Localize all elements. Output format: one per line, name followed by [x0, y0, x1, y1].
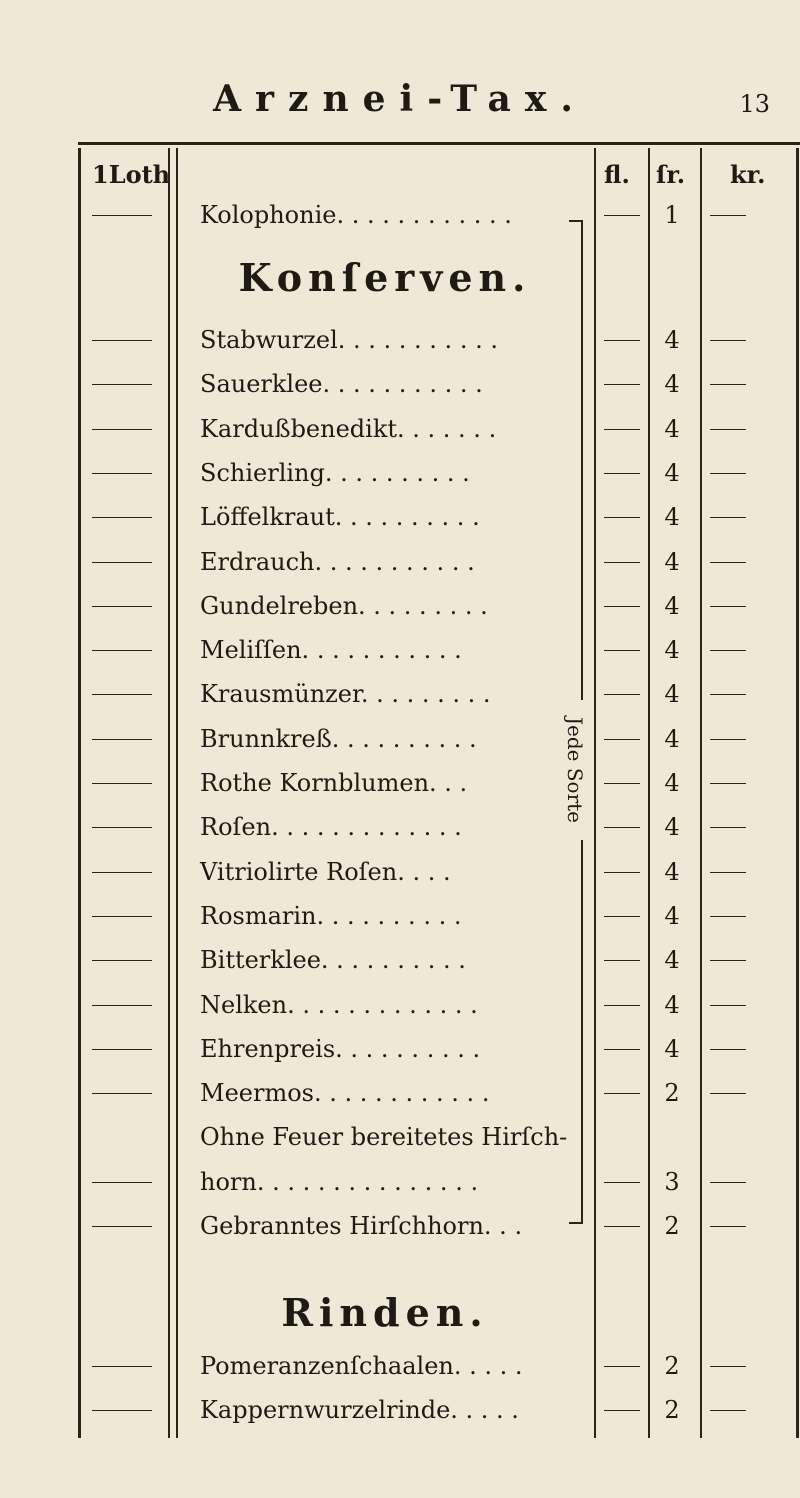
fl-dash	[604, 694, 640, 695]
kr-dash	[710, 517, 746, 518]
fl-dash	[604, 517, 640, 518]
sch-value: 4	[664, 857, 680, 886]
fl-dash	[604, 1182, 640, 1183]
weight-dash	[92, 1093, 152, 1094]
weight-dash	[92, 694, 152, 695]
fl-dash	[604, 739, 640, 740]
item-name: Schierling. . . . . . . . . .	[200, 458, 470, 487]
sch-value: 4	[664, 503, 680, 532]
table-row	[0, 852, 800, 892]
kr-dash	[710, 1182, 746, 1183]
item-name: Ehrenpreis. . . . . . . . . .	[200, 1034, 481, 1063]
kr-dash	[710, 384, 746, 385]
item-name: Erdrauch. . . . . . . . . . .	[200, 547, 475, 576]
fl-dash	[604, 783, 640, 784]
kr-dash	[710, 960, 746, 961]
table-row	[0, 940, 800, 980]
brace-label: Jede Sorte	[560, 700, 590, 840]
sch-value: 4	[664, 946, 680, 975]
sch-value: 2	[664, 1212, 680, 1240]
table-row	[0, 1073, 800, 1113]
item-name: Brunnkreß. . . . . . . . . .	[200, 724, 477, 753]
sch-value: 1	[664, 201, 680, 229]
sch-value: 4	[664, 414, 680, 443]
kr-dash	[710, 473, 746, 474]
table-row	[0, 453, 800, 493]
fl-dash	[604, 215, 640, 216]
sch-value: 2	[664, 1079, 680, 1108]
weight-dash	[92, 1182, 152, 1183]
weight-dash	[92, 872, 152, 873]
table-row	[0, 674, 800, 714]
item-name: Nelken. . . . . . . . . . . . .	[200, 990, 478, 1019]
kr-dash	[710, 739, 746, 740]
fl-dash	[604, 1093, 640, 1094]
table-row	[0, 1390, 800, 1430]
section-title-konserven: Konſerven.	[238, 255, 532, 300]
table-row	[0, 807, 800, 847]
fl-dash	[604, 340, 640, 341]
kr-dash	[710, 1410, 746, 1411]
weight-dash	[92, 1049, 152, 1050]
item-name: Gebranntes Hirſchhorn. . .	[200, 1212, 523, 1240]
sch-value: 4	[664, 1034, 680, 1063]
table-row	[0, 985, 800, 1025]
weight-dash	[92, 960, 152, 961]
table-row	[0, 1117, 800, 1157]
fl-dash	[604, 1366, 640, 1367]
fl-dash	[604, 1049, 640, 1050]
weight-dash	[92, 340, 152, 341]
weight-dash	[92, 429, 152, 430]
table-row	[0, 497, 800, 537]
item-name: Löffelkraut. . . . . . . . . .	[200, 503, 480, 532]
weight-dash	[92, 739, 152, 740]
item-name: Vitriolirte Roſen. . . .	[200, 857, 451, 886]
item-name: Meermos. . . . . . . . . . . .	[200, 1079, 490, 1108]
sch-value: 4	[664, 547, 680, 576]
fl-dash	[604, 960, 640, 961]
sch-value: 4	[664, 680, 680, 709]
item-name: Rothe Kornblumen. . .	[200, 769, 468, 797]
item-name: Bitterklee. . . . . . . . . .	[200, 946, 466, 975]
kr-dash	[710, 916, 746, 917]
table-row	[0, 320, 800, 360]
section-title-rinden: Rinden.	[281, 1290, 489, 1335]
weight-dash	[92, 215, 152, 216]
sch-value: 4	[664, 769, 680, 797]
sch-value: 4	[664, 326, 680, 354]
sch-value: 4	[664, 591, 680, 620]
weight-dash	[92, 473, 152, 474]
kr-dash	[710, 215, 746, 216]
weight-dash	[92, 517, 152, 518]
item-name: Ohne Feuer bereitetes Hirſch-	[200, 1123, 568, 1152]
sch-value: 4	[664, 901, 680, 930]
fl-dash	[604, 384, 640, 385]
fl-dash	[604, 429, 640, 430]
kr-dash	[710, 783, 746, 784]
table-row	[0, 1162, 800, 1202]
sch-value: 2	[664, 1396, 680, 1424]
kr-dash	[710, 1005, 746, 1006]
item-name: Kappernwurzelrinde. . . . .	[200, 1396, 519, 1424]
table-row	[0, 1206, 800, 1246]
kr-dash	[710, 1226, 746, 1227]
kr-dash	[710, 827, 746, 828]
table-row	[0, 763, 800, 803]
item-name: Krausmünzer. . . . . . . . .	[200, 680, 491, 709]
item-name: horn. . . . . . . . . . . . . . .	[200, 1167, 479, 1196]
page-number: 13	[739, 90, 770, 118]
table-row	[0, 542, 800, 582]
item-name: Rosmarin. . . . . . . . . .	[200, 901, 462, 930]
sch-value: 4	[664, 458, 680, 487]
table-row	[0, 364, 800, 404]
weight-dash	[92, 1366, 152, 1367]
weight-dash	[92, 1005, 152, 1006]
header-weight: 1Loth	[92, 160, 171, 189]
fl-dash	[604, 916, 640, 917]
weight-dash	[92, 916, 152, 917]
kr-dash	[710, 650, 746, 651]
sch-value: 3	[664, 1167, 680, 1196]
fl-dash	[604, 1005, 640, 1006]
header-fl: fl.	[604, 160, 630, 189]
header-kr: kr.	[730, 160, 766, 189]
weight-dash	[92, 650, 152, 651]
table-row	[0, 896, 800, 936]
weight-dash	[92, 827, 152, 828]
sch-value: 4	[664, 990, 680, 1019]
fl-dash	[604, 562, 640, 563]
fl-dash	[604, 1226, 640, 1227]
fl-dash	[604, 473, 640, 474]
table-row	[0, 630, 800, 670]
table-row	[0, 586, 800, 626]
table-row	[0, 1029, 800, 1069]
item-name: Meliſſen. . . . . . . . . . .	[200, 636, 462, 665]
sch-value: 4	[664, 724, 680, 753]
kr-dash	[710, 872, 746, 873]
weight-dash	[92, 783, 152, 784]
weight-dash	[92, 1226, 152, 1227]
weight-dash	[92, 1410, 152, 1411]
kr-dash	[710, 429, 746, 430]
running-head: Arznei-Tax.	[213, 78, 587, 120]
fl-dash	[604, 827, 640, 828]
kr-dash	[710, 562, 746, 563]
weight-dash	[92, 384, 152, 385]
fl-dash	[604, 872, 640, 873]
fl-dash	[604, 606, 640, 607]
fl-dash	[604, 650, 640, 651]
fl-dash	[604, 1410, 640, 1411]
kr-dash	[710, 1049, 746, 1050]
sch-value: 4	[664, 813, 680, 842]
kr-dash	[710, 606, 746, 607]
kr-dash	[710, 694, 746, 695]
header-sch: ſr.	[656, 160, 686, 189]
sch-value: 2	[664, 1352, 680, 1380]
sch-value: 4	[664, 370, 680, 399]
sch-value: 4	[664, 636, 680, 665]
header-rule	[78, 142, 800, 145]
item-name: Kardußbenedikt. . . . . . .	[200, 414, 497, 443]
kr-dash	[710, 1093, 746, 1094]
weight-dash	[92, 606, 152, 607]
item-name: Gundelreben. . . . . . . . .	[200, 591, 488, 620]
item-name: Pomeranzenſchaalen. . . . .	[200, 1352, 523, 1380]
table-row	[0, 1346, 800, 1386]
table-row	[0, 409, 800, 449]
item-name: Stabwurzel. . . . . . . . . . .	[200, 326, 498, 354]
item-name: Kolophonie. . . . . . . . . . . .	[200, 201, 512, 229]
kr-dash	[710, 1366, 746, 1367]
table-row	[0, 195, 800, 235]
item-name: Roſen. . . . . . . . . . . . .	[200, 813, 462, 842]
table-row	[0, 719, 800, 759]
item-name: Sauerklee. . . . . . . . . . .	[200, 370, 483, 399]
kr-dash	[710, 340, 746, 341]
weight-dash	[92, 562, 152, 563]
